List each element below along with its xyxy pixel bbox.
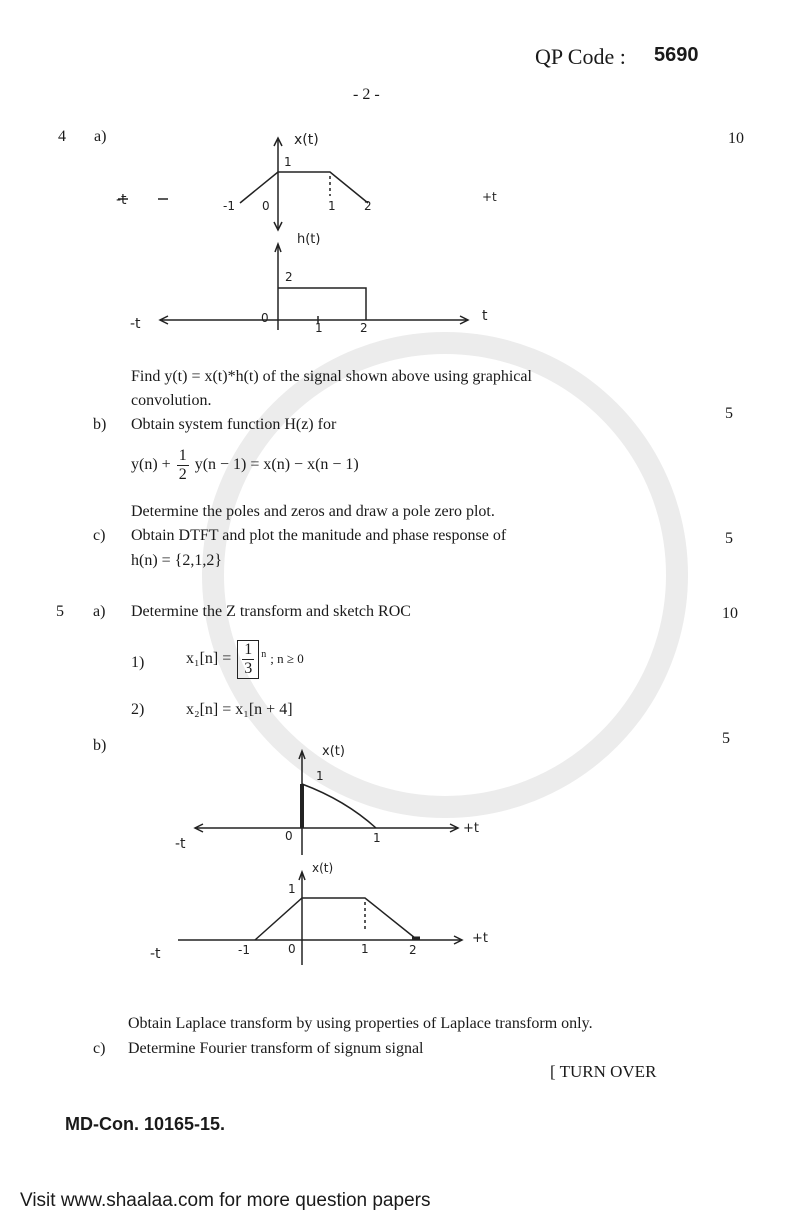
- qp-code-label: QP Code :: [535, 44, 626, 69]
- ht-label-neg-t: -t: [130, 316, 141, 332]
- denominator: 3: [244, 660, 253, 677]
- g2-label-neg-t: -t: [150, 946, 161, 962]
- part-label: a): [93, 603, 106, 620]
- part-label: c): [93, 1040, 106, 1057]
- ht-title: h(t): [297, 232, 321, 247]
- site-footer: Visit www.shaalaa.com for more question papers: [20, 1190, 431, 1211]
- g2-label: 1: [361, 942, 369, 956]
- xt-title: x(t): [294, 132, 319, 148]
- footer-code: MD-Con. 10165-15.: [65, 1114, 226, 1134]
- g2-label-pos-t: +t: [472, 931, 488, 946]
- marks: 10: [728, 130, 744, 147]
- g2-label-1: 1: [288, 882, 296, 896]
- g1-label: 0: [285, 829, 293, 843]
- g2-title: x(t): [312, 861, 334, 875]
- item-label: 1): [131, 654, 145, 671]
- xt-label-pos-t: +t: [482, 190, 497, 204]
- page-number: - 2 -: [353, 86, 380, 103]
- part-label: b): [93, 737, 107, 754]
- xt-label: 0: [262, 199, 270, 213]
- ht-label-2: 2: [285, 270, 293, 284]
- denominator: 2: [178, 466, 187, 483]
- part-label: c): [93, 527, 106, 544]
- g1-curve: [302, 784, 376, 828]
- qp-code: 5690: [654, 44, 699, 66]
- g1-label: 1: [373, 831, 381, 845]
- g1-title: x(t): [322, 744, 345, 759]
- ht-label: 0: [261, 311, 269, 325]
- eq-right: y(n − 1) = x(n) − x(n − 1): [194, 456, 359, 474]
- ht-label-t: t: [482, 308, 488, 324]
- numerator: 1: [244, 641, 253, 658]
- xt-label: 1: [328, 199, 336, 213]
- eq-left: y(n) +: [131, 456, 171, 474]
- part-label: b): [93, 416, 107, 433]
- item-label: 2): [131, 701, 145, 718]
- ht-label: 2: [360, 321, 368, 335]
- question-text: h(n) = {2,1,2}: [131, 552, 223, 569]
- xt-label: -1: [223, 199, 235, 213]
- ht-label: 1: [315, 321, 323, 335]
- turn-over: [ TURN OVER: [550, 1062, 657, 1081]
- g1-label-neg-t: -t: [175, 836, 186, 852]
- g2-label: 2: [409, 943, 417, 957]
- xt-label-neg-t: -t: [116, 192, 127, 208]
- g1-label-pos-t: +t: [463, 821, 479, 836]
- numerator: 1: [178, 447, 187, 464]
- g2-label: 0: [288, 942, 296, 956]
- eq-left: x₁[n] =: [186, 650, 232, 668]
- question-text: Determine Fourier transform of signum signal: [128, 1040, 424, 1057]
- marks: 5: [725, 405, 733, 422]
- g2-trapezoid: [255, 898, 415, 940]
- question-text: Obtain system function H(z) for: [131, 416, 337, 433]
- question-number: 4: [58, 128, 66, 145]
- marks: 10: [722, 605, 738, 622]
- marks: 5: [725, 530, 733, 547]
- exponent: n: [261, 648, 267, 660]
- g2-label: -1: [238, 943, 250, 957]
- question-text: convolution.: [131, 392, 212, 409]
- question-text: Determine the poles and zeros and draw a pole zero plot.: [131, 503, 495, 520]
- question-text: Obtain DTFT and plot the manitude and phase response of: [131, 527, 507, 544]
- xt-label-1: 1: [284, 155, 292, 169]
- question-number: 5: [56, 603, 64, 620]
- part-label: a): [94, 128, 107, 145]
- g1-label-1: 1: [316, 769, 324, 783]
- question-text: Obtain Laplace transform by using properties of Laplace transform only.: [128, 1015, 593, 1032]
- equation: x₂[n] = x₁[n + 4]: [186, 701, 293, 718]
- question-text: Determine the Z transform and sketch ROC: [131, 603, 411, 620]
- question-text: Find y(t) = x(t)*h(t) of the signal shown above using graphical: [131, 368, 532, 385]
- xt-label: 2: [364, 199, 372, 213]
- marks: 5: [722, 730, 730, 747]
- condition: ; n ≥ 0: [270, 651, 304, 667]
